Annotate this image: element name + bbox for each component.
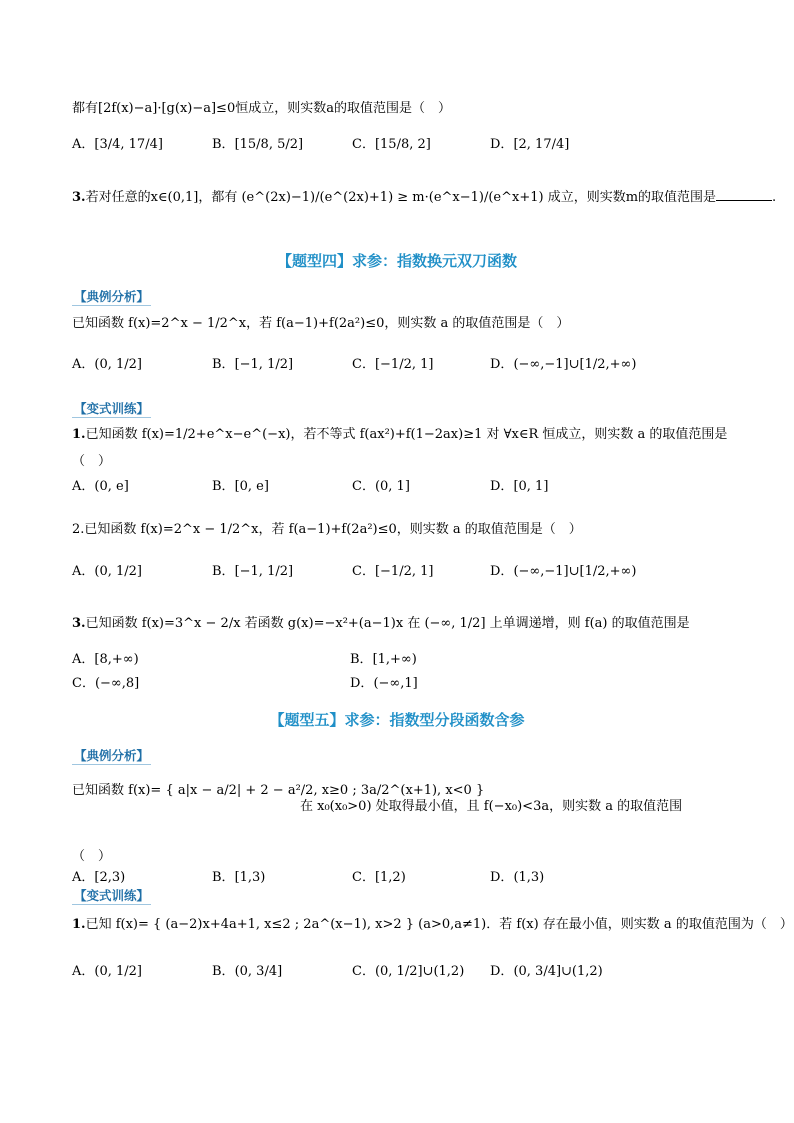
option-a: A．(0, e] (72, 479, 129, 494)
practice-label: 【变式训练】 (74, 888, 150, 903)
q-prev-stem: 都有[2f(x)−a]·[g(x)−a]≤0恒成立，则实数a的取值范围是（ ） (72, 101, 451, 116)
option-a: A．(0, 1/2] (72, 564, 142, 579)
option-value: [15/8, 5/2] (234, 137, 304, 152)
option-b: B．[1,3) (212, 870, 266, 885)
option-value: [3/4, 17/4] (94, 137, 163, 152)
practice-question-3: 3.已知函数 f(x)=3^x − 2/x 若函数 g(x)=−x²+(a−1)x 在 (−∞, 1/2] 上单调递增，则 f(a) 的取值范围是 (72, 616, 690, 631)
question-stem (72, 100, 451, 118)
option-c: C．[1,2) (352, 870, 406, 885)
option-c: C．(0, 1/2]∪(1,2) (352, 964, 465, 979)
answer-paren: （ ） (72, 849, 112, 864)
option-value: [2, 17/4] (513, 137, 570, 152)
piecewise-function: 已知函数 f(x)= { a|x − a/2| + 2 − a²/2, x≥0 ; 3a/2^(x+1), x<0 } (72, 783, 485, 798)
option-d: D．[0, 1] (490, 479, 549, 494)
q3-stem: 若对任意的x∈(0,1]，都有 (e^(2x)−1)/(e^(2x)+1) ≥ m·(e^x−1)/(e^x+1) 成立，则实数m的取值范围是 (85, 190, 717, 205)
question-stem: 在 x₀(x₀>0) 处取得最小值，且 f(−x₀)<3a，则实数 a 的取值范围 (300, 799, 683, 814)
practice-question-1: 1.已知 f(x)= { (a−2)x+4a+1, x≤2 ; 2a^(x−1), x>2 } (a>0,a≠1)．若 f(x) 存在最小值，则实数 a 的取值范围为（ ） (72, 917, 793, 932)
option-a: A．(0, 1/2] (72, 964, 142, 979)
option-d: D．(−∞,−1]∪[1/2,+∞) (490, 357, 637, 372)
typical-analysis-label: 【典例分析】 (74, 289, 150, 304)
answer-paren: （ ） (72, 454, 112, 469)
practice-label: 【变式训练】 (74, 401, 150, 416)
typical-analysis-label: 【典例分析】 (74, 748, 150, 763)
option-b: B．[1,+∞) (350, 652, 417, 667)
practice-question-2: 2.已知函数 f(x)=2^x − 1/2^x，若 f(a−1)+f(2a²)≤0，则实数 a 的取值范围是（ ） (72, 522, 582, 537)
option-d: D．(−∞,1] (350, 676, 418, 691)
section-title: 【题型四】求参：指数换元双刀函数 (276, 252, 517, 270)
option-a: A．[2,3) (72, 870, 126, 885)
question-stem: 已知函数 f(x)=2^x − 1/2^x，若 f(a−1)+f(2a²)≤0，则实数 a 的取值范围是（ ） (72, 316, 570, 331)
option-d: D．(1,3) (490, 870, 545, 885)
option-b: B．(0, 3/4] (212, 964, 283, 979)
section-title: 【题型五】求参：指数型分段函数含参 (269, 711, 525, 729)
option-c: C．[15/8, 2] (352, 137, 431, 152)
option-c: C．(0, 1] (352, 479, 410, 494)
option-a: A．[8,+∞) (72, 652, 139, 667)
option-b: B．[−1, 1/2] (212, 357, 294, 372)
option-d: D．(−∞,−1]∪[1/2,+∞) (490, 564, 637, 579)
option-value: [15/8, 2] (374, 137, 431, 152)
option-a: A．[3/4, 17/4] (72, 137, 163, 152)
option-a: A．(0, 1/2] (72, 357, 142, 372)
option-d: D．[2, 17/4] (490, 137, 570, 152)
practice-question-1: 1.已知函数 f(x)=1/2+e^x−e^(−x)，若不等式 f(ax²)+f(1−2ax)≥1 对 ∀x∈R 恒成立，则实数 a 的取值范围是 (72, 427, 728, 442)
option-b: B．[−1, 1/2] (212, 564, 294, 579)
question-3: 3.若对任意的x∈(0,1]，都有 (e^(2x)−1)/(e^(2x)+1) ≥ m·(e^x−1)/(e^x+1) 成立，则实数m的取值范围是 . (72, 190, 777, 205)
option-c: C．[−1/2, 1] (352, 357, 434, 372)
option-b: B．[0, e] (212, 479, 269, 494)
option-b: B．[15/8, 5/2] (212, 137, 304, 152)
option-c: C．[−1/2, 1] (352, 564, 434, 579)
answer-blank (716, 200, 772, 201)
option-c: C．(−∞,8] (72, 676, 140, 691)
option-d: D．(0, 3/4]∪(1,2) (490, 964, 603, 979)
